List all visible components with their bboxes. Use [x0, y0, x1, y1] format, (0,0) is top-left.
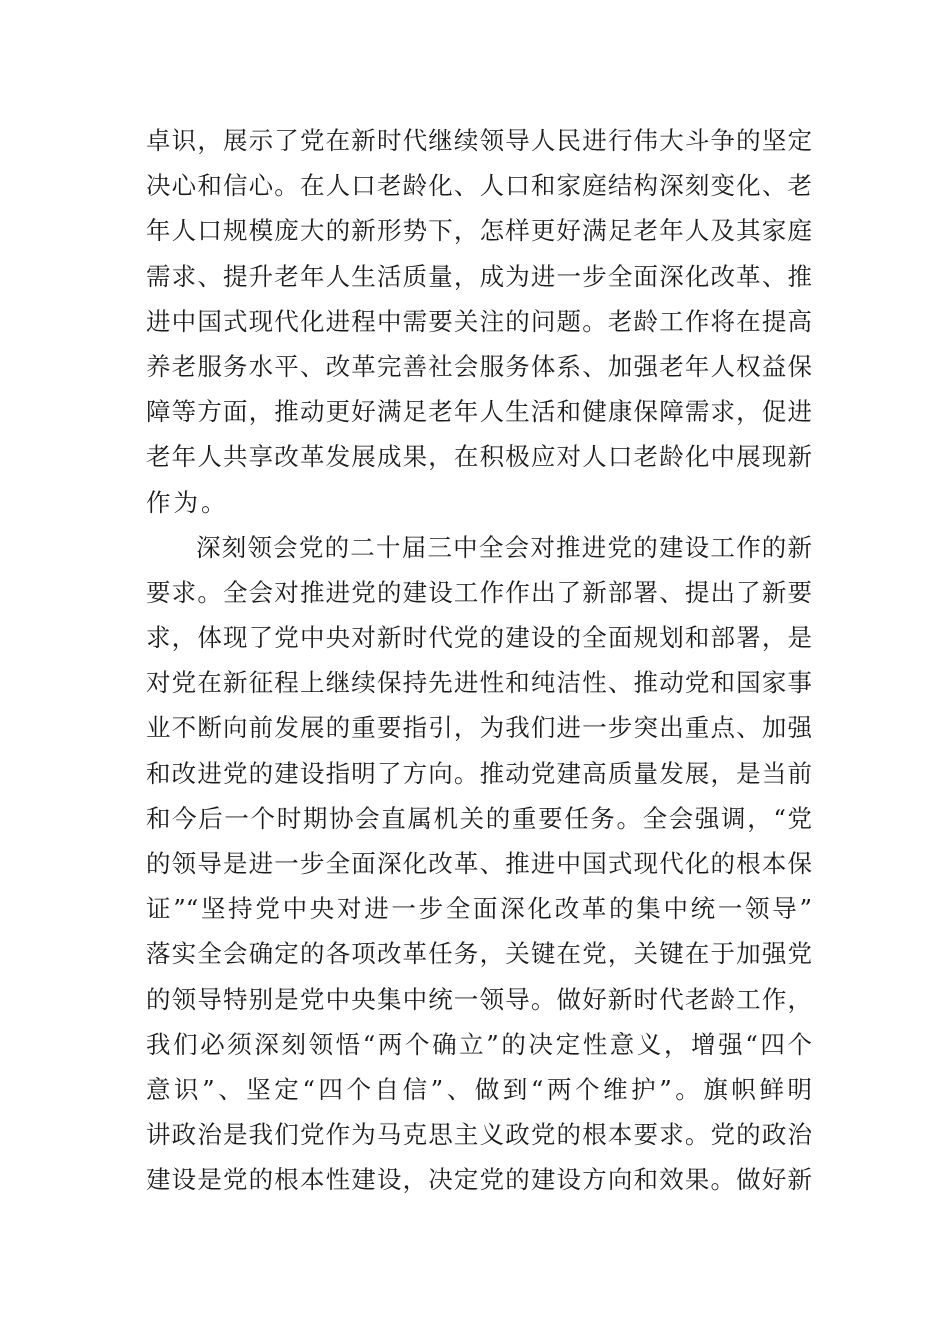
text-line: 意识”、坚定“四个自信”、做到“两个维护”。旗帜鲜明 — [146, 1074, 812, 1104]
text-line: 养老服务水平、改革完善社会服务体系、加强老年人权益保 — [146, 351, 812, 381]
text-line: 作为。 — [146, 487, 229, 517]
text-line: 的领导特别是党中央集中统一领导。做好新时代老龄工作， — [146, 984, 812, 1014]
text-line: 证”“坚持党中央对进一步全面深化改革的集中统一领导” — [146, 894, 812, 924]
text-line: 建设是党的根本性建设，决定党的建设方向和效果。做好新 — [146, 1165, 812, 1195]
text-line: 障等方面，推动更好满足老年人生活和健康保障需求，促进 — [146, 397, 812, 427]
text-line: 老年人共享改革发展成果，在积极应对人口老龄化中展现新 — [146, 442, 812, 472]
text-line: 讲政治是我们党作为马克思主义政党的根本要求。党的政治 — [146, 1120, 812, 1150]
paragraph-1 — [146, 118, 812, 525]
body-text — [146, 118, 812, 1203]
text-line: 求，体现了党中央对新时代党的建设的全面规划和部署，是 — [146, 623, 812, 653]
text-line: 进中国式现代化进程中需要关注的问题。老龄工作将在提高 — [146, 306, 812, 336]
text-line: 我们必须深刻领悟“两个确立”的决定性意义，增强“四个 — [146, 1029, 812, 1059]
text-line: 落实全会确定的各项改革任务，关键在党，关键在于加强党 — [146, 939, 812, 969]
text-line: 深刻领会党的二十届三中全会对推进党的建设工作的新 — [196, 532, 812, 562]
text-line: 和改进党的建设指明了方向。推动党建高质量发展，是当前 — [146, 758, 812, 788]
text-line: 对党在新征程上继续保持先进性和纯洁性、推动党和国家事 — [146, 668, 812, 698]
text-line: 要求。全会对推进党的建设工作作出了新部署、提出了新要 — [146, 577, 812, 607]
text-line: 卓识，展示了党在新时代继续领导人民进行伟大斗争的坚定 — [146, 126, 812, 155]
text-line: 需求、提升老年人生活质量，成为进一步全面深化改革、推 — [146, 261, 812, 291]
paragraph-2 — [146, 525, 812, 1203]
text-line: 决心和信心。在人口老龄化、人口和家庭结构深刻变化、老 — [146, 171, 812, 201]
text-line: 和今后一个时期协会直属机关的重要任务。全会强调，“党 — [146, 803, 812, 833]
text-line: 的领导是进一步全面深化改革、推进中国式现代化的根本保 — [146, 849, 812, 878]
text-line: 业不断向前发展的重要指引，为我们进一步突出重点、加强 — [146, 713, 812, 743]
text-line: 年人口规模庞大的新形势下，怎样更好满足老年人及其家庭 — [146, 216, 812, 246]
